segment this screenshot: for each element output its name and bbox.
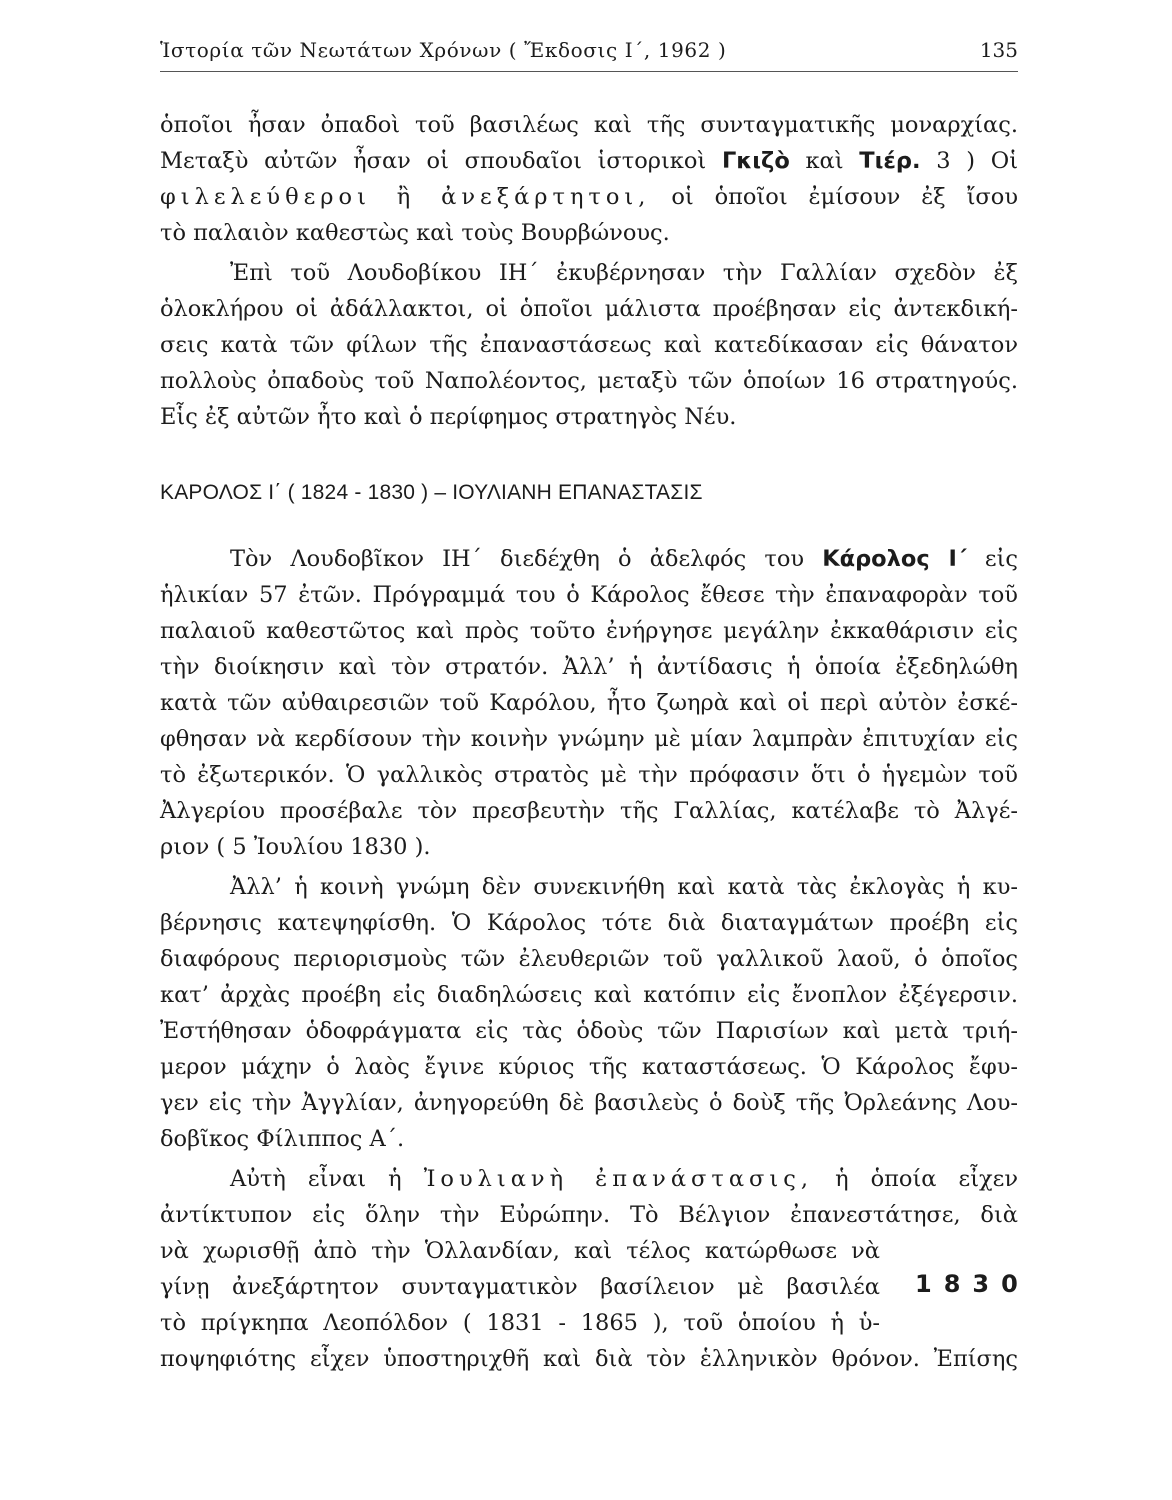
text-line: βέρνησις κατεψηφίσθη. Ὁ Κάρολος τότε διὰ διαταγμάτων προέβη εἰς xyxy=(160,910,1018,936)
text-line: ὁλοκλήρου οἱ ἀδάλλακτοι, οἱ ὁποῖοι μάλιστα προέβησαν εἰς ἀντεκδική- xyxy=(160,296,1018,322)
text-line: ἡλικίαν 57 ἐτῶν. Πρόγραμμά του ὁ Κάρολος ἔθεσε τὴν ἐπαναφορὰν τοῦ xyxy=(160,582,1018,608)
section-heading: ΚΑΡΟΛΟΣ Ι΄ ( 1824 - 1830 ) – ΙΟΥΛΙΑΝΗ ΕΠΑΝΑΣΤΑΣΙΣ xyxy=(160,481,703,504)
bold-name-charles: Κάρολος Ι΄ xyxy=(822,546,967,572)
bold-name-thiers: Τιέρ. xyxy=(859,148,921,174)
text-line: μερον μάχην ὁ λαὸς ἔγινε κύριος τῆς καταστάσεως. Ὁ Κάρολος ἔφυ- xyxy=(160,1054,1018,1080)
text-line: ποψηφιότης εἶχεν ὑποστηριχθῆ καὶ διὰ τὸν ἑλληνικὸν θρόνον. Ἐπίσης xyxy=(160,1346,1018,1372)
text-line: ἀντίκτυπον εἰς ὅλην τὴν Εὐρώπην. Τὸ Βέλγιον ἐπανεστάτησε, διὰ xyxy=(160,1202,1018,1228)
text-line: κατὰ τῶν αὐθαιρεσιῶν τοῦ Καρόλου, ἦτο ζωηρὰ καὶ οἱ περὶ αὐτὸν ἐσκέ- xyxy=(160,690,1018,716)
header-rule xyxy=(160,71,1018,72)
header-title: Ἱστορία τῶν Νεωτάτων Χρόνων ( Ἔκδοσις Ι΄, 1962 ) xyxy=(160,38,727,62)
text-line: Ἀλγερίου προσέβαλε τὸν πρεσβευτὴν τῆς Γαλλίας, κατέλαβε τὸ Ἀλγέ- xyxy=(160,798,1018,824)
text-line: Ἐπὶ τοῦ Λουδοβίκου ΙΗ΄ ἐκυβέρνησαν τὴν Γαλλίαν σχεδὸν ἐξ xyxy=(230,260,1018,286)
text-line: τὸ παλαιὸν καθεστὼς καὶ τοὺς Βουρβώνους. xyxy=(160,220,670,246)
text-line: τὸ πρίγκηπα Λεοπόλδον ( 1831 - 1865 ), τοῦ ὁποίου ἡ ὑ- xyxy=(160,1310,880,1336)
text-line: Ἀλλ’ ἡ κοινὴ γνώμη δὲν συνεκινήθη καὶ κατὰ τὰς ἐκλογὰς ἡ κυ- xyxy=(230,874,1018,900)
text-line: φιλελεύθεροι ἢ ἀνεξάρτητοι, οἱ ὁποῖοι ἐμίσουν ἐξ ἴσου xyxy=(160,184,1018,210)
text-line: ὁποῖοι ἦσαν ὀπαδοὶ τοῦ βασιλέως καὶ τῆς συνταγματικῆς μοναρχίας. xyxy=(160,112,1018,138)
text-line: φθησαν νὰ κερδίσουν τὴν κοινὴν γνώμην μὲ μίαν λαμπρὰν ἐπιτυχίαν εἰς xyxy=(160,726,1018,752)
margin-year: 1830 xyxy=(915,1270,1030,1298)
text-line: δοβῖκος Φίλιππος Α΄. xyxy=(160,1126,405,1152)
text-line: πολλοὺς ὀπαδοὺς τοῦ Ναπολέοντος, μεταξὺ τῶν ὁποίων 16 στρατηγούς. xyxy=(160,368,1018,394)
spaced-term: φιλελεύθεροι ἢ ἀνεξάρτητοι, xyxy=(160,184,651,210)
spaced-term: Ἰουλιανὴ ἐπανάστασις, xyxy=(423,1166,813,1192)
text-line: γίνῃ ἀνεξάρτητον συνταγματικὸν βασίλειον μὲ βασιλέα xyxy=(160,1274,880,1300)
bold-name-guizot: Γκιζὸ xyxy=(721,148,790,174)
text-line: τὸ ἐξωτερικόν. Ὁ γαλλικὸς στρατὸς μὲ τὴν πρόφασιν ὅτι ὁ ἡγεμὼν τοῦ xyxy=(160,762,1018,788)
text-line: σεις κατὰ τῶν φίλων τῆς ἐπαναστάσεως καὶ κατεδίκασαν εἰς θάνατον xyxy=(160,332,1018,358)
text-line: Ἐστήθησαν ὁδοφράγματα εἰς τὰς ὁδοὺς τῶν Παρισίων καὶ μετὰ τριή- xyxy=(160,1018,1018,1044)
text-line: Αὐτὴ εἶναι ἡ Ἰουλιανὴ ἐπανάστασις, ἡ ὁποία εἶχεν xyxy=(230,1166,1018,1192)
text-line: ριον ( 5 Ἰουλίου 1830 ). xyxy=(160,834,431,860)
page-number: 135 xyxy=(979,38,1018,62)
running-header xyxy=(160,38,1018,70)
text-line: κατ’ ἀρχὰς προέβη εἰς διαδηλώσεις καὶ κατόπιν εἰς ἔνοπλον ἐξέγερσιν. xyxy=(160,982,1018,1008)
text-line: Μεταξὺ αὐτῶν ἦσαν οἱ σπουδαῖοι ἱστορικοὶ Γκιζὸ καὶ Τιέρ. 3 ) Οἱ xyxy=(160,148,1019,174)
text-line: τὴν διοίκησιν καὶ τὸν στρατόν. Ἀλλ’ ἡ ἀντίδασις ἡ ὁποία ἐξεδηλώθη xyxy=(160,654,1018,680)
text-line: παλαιοῦ καθεστῶτος καὶ πρὸς τοῦτο ἐνήργησε μεγάλην ἐκκαθάρισιν εἰς xyxy=(160,618,1018,644)
text-line: Τὸν Λουδοβῖκον ΙΗ΄ διεδέχθη ὁ ἀδελφός του Κάρολος Ι΄ εἰς xyxy=(230,546,1018,572)
text-line: γεν εἰς τὴν Ἀγγλίαν, ἀνηγορεύθη δὲ βασιλεὺς ὁ δοὺξ τῆς Ὀρλεάνης Λου- xyxy=(160,1090,1018,1116)
text-line: Εἷς ἐξ αὐτῶν ἦτο καὶ ὁ περίφημος στρατηγὸς Νέυ. xyxy=(160,404,737,430)
text-line: νὰ χωρισθῇ ἀπὸ τὴν Ὁλλανδίαν, καὶ τέλος κατώρθωσε νὰ xyxy=(160,1238,880,1264)
text-line: διαφόρους περιορισμοὺς τῶν ἐλευθεριῶν τοῦ γαλλικοῦ λαοῦ, ὁ ὁποῖος xyxy=(160,946,1018,972)
